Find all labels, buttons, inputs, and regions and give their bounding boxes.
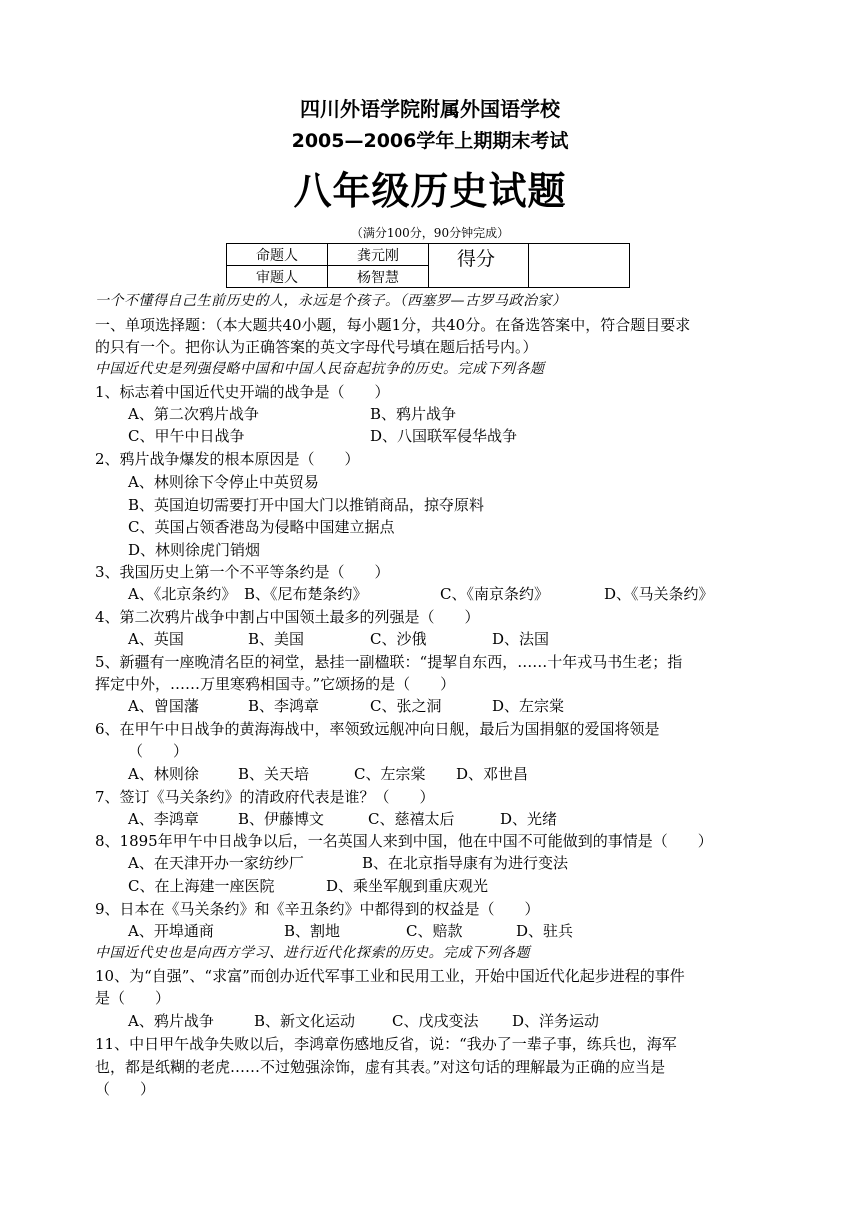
question-stem: 6、在甲午中日战争的黄海海战中，率领致远舰冲向日舰，最后为国捐躯的爱国将领是: [95, 720, 660, 738]
score-label: 得分: [429, 244, 529, 288]
setter-name: 龚元刚: [328, 244, 429, 266]
option: B、鸦片战争: [370, 405, 457, 423]
option: D、邓世昌: [456, 765, 529, 783]
section-intro: 中国近代史也是向西方学习、进行近代化探索的历史。完成下列各题: [95, 945, 530, 961]
option: D、八国联军侵华战争: [370, 427, 518, 445]
question-stem: 4、第二次鸦片战争中割占中国领土最多的列强是（ ）: [95, 608, 480, 626]
reviewer-name: 杨智慧: [328, 266, 429, 288]
option: B、美国: [248, 630, 305, 648]
option: C、英国占领香港岛为侵略中国建立据点: [128, 518, 395, 536]
question-stem: 5、新疆有一座晚清名臣的祠堂，悬挂一副楹联：“提挈自东西，……十年戎马书生老；指: [95, 653, 683, 671]
exam-note: （满分100分，90分钟完成）: [350, 226, 510, 240]
question-stem: 1、标志着中国近代史开端的战争是（ ）: [95, 383, 390, 401]
option: D、林则徐虎门销烟: [128, 541, 261, 559]
exam-term: 2005—2006学年上期期末考试: [291, 130, 569, 152]
option: D、乘坐军舰到重庆观光: [326, 877, 489, 895]
question-stem: 9、日本在《马关条约》和《辛丑条约》中都得到的权益是（ ）: [95, 900, 540, 918]
option: C、戊戌变法: [392, 1012, 479, 1030]
option: A、英国: [128, 630, 184, 648]
question-stem: 8、1895年甲午中日战争以后，一名英国人来到中国，他在中国不可能做到的事情是（ ）: [95, 832, 713, 850]
setter-label: 命题人: [227, 244, 328, 266]
exam-title: 八年级历史试题: [293, 169, 567, 213]
option: C、慈禧太后: [368, 810, 455, 828]
option: C、赔款: [406, 922, 463, 940]
option: B、英国迫切需要打开中国大门以推销商品，掠夺原料: [128, 496, 485, 514]
option: A、《北京条约》: [128, 585, 237, 603]
option: B、伊藤博文: [238, 810, 325, 828]
option: C、《南京条约》: [440, 585, 549, 603]
option: C、甲午中日战争: [128, 427, 245, 445]
option: C、张之洞: [370, 697, 442, 715]
quote: 一个不懂得自己生前历史的人，永远是个孩子。（西塞罗—古罗马政治家）: [95, 293, 567, 309]
question-stem-cont: （ ）: [95, 1080, 156, 1098]
option: D、光绪: [500, 810, 558, 828]
option: D、《马关条约》: [604, 585, 714, 603]
question-stem-cont: 是（ ）: [95, 989, 171, 1007]
option: D、驻兵: [516, 922, 574, 940]
school-name: 四川外语学院附属外国语学校: [300, 97, 560, 121]
question-stem: 3、我国历史上第一个不平等条约是（ ）: [95, 563, 390, 581]
option: B、在北京指导康有为进行变法: [362, 854, 569, 872]
option: B、李鸿章: [248, 697, 320, 715]
option: B、新文化运动: [254, 1012, 356, 1030]
option: D、洋务运动: [512, 1012, 600, 1030]
score-table: [226, 243, 630, 288]
option: A、第二次鸦片战争: [128, 405, 259, 423]
section-title-line2: 的只有一个。把你认为正确答案的英文字母代号填在题后括号内。）: [95, 338, 538, 356]
option: B、《尼布楚条约》: [244, 585, 368, 603]
option: B、割地: [284, 922, 341, 940]
option: C、左宗棠: [354, 765, 426, 783]
question-stem-cont: 也，都是纸糊的老虎……不过勉强涂饰，虚有其表。”对这句话的理解最为正确的应当是: [95, 1058, 666, 1076]
option: A、林则徐: [128, 765, 199, 783]
question-stem: 10、为“自强”、“求富”而创办近代军事工业和民用工业，开始中国近代化起步进程的事件: [95, 967, 685, 985]
option: C、在上海建一座医院: [128, 877, 275, 895]
option: A、李鸿章: [128, 810, 199, 828]
option: D、左宗棠: [492, 697, 565, 715]
question-stem: 2、鸦片战争爆发的根本原因是（ ）: [95, 450, 360, 468]
score-value-cell[interactable]: [529, 244, 630, 288]
question-stem-cont: （ ）: [128, 742, 189, 760]
section-title-line1: 一、单项选择题：（本大题共40小题，每小题1分，共40分。在备选答案中，符合题目要求: [95, 316, 691, 334]
option: A、在天津开办一家纺纱厂: [128, 854, 304, 872]
section-intro: 中国近代史是列强侵略中国和中国人民奋起抗争的历史。完成下列各题: [95, 361, 545, 377]
reviewer-label: 审题人: [227, 266, 328, 288]
option: A、开埠通商: [128, 922, 214, 940]
option: A、林则徐下令停止中英贸易: [128, 473, 319, 491]
option: C、沙俄: [370, 630, 427, 648]
option: D、法国: [492, 630, 550, 648]
option: A、鸦片战争: [128, 1012, 214, 1030]
question-stem-cont: 挥定中外，……万里寒鸦相国寺。”它颂扬的是（ ）: [95, 675, 456, 693]
option: B、关天培: [238, 765, 310, 783]
question-stem: 11、中日甲午战争失败以后，李鸿章伤感地反省，说：“我办了一辈子事，练兵也，海军: [95, 1035, 677, 1053]
question-stem: 7、签订《马关条约》的清政府代表是谁？（ ）: [95, 788, 435, 806]
option: A、曾国藩: [128, 697, 199, 715]
